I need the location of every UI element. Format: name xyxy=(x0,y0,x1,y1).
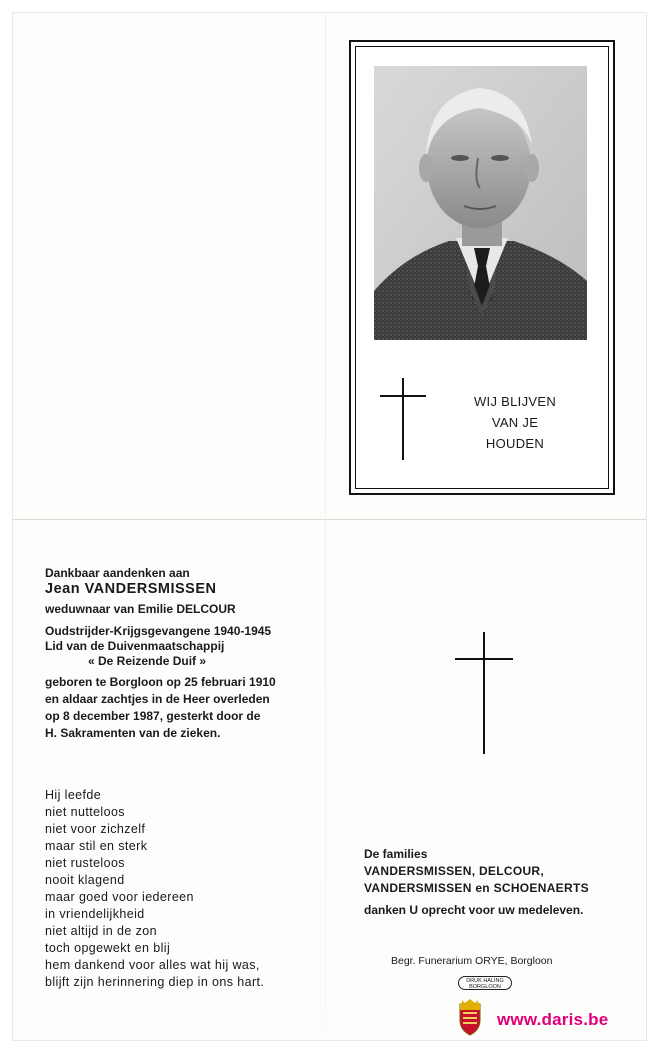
poem-line-6: nooit klagend xyxy=(45,873,125,887)
cross-icon xyxy=(455,632,513,754)
cover-verse-line-1: WIJ BLIJVEN xyxy=(473,394,557,409)
poem-line-12: blijft zijn herinnering diep in ons hart. xyxy=(45,975,265,989)
thanks-text: danken U oprecht voor uw medeleven. xyxy=(364,903,584,917)
poem-line-4: maar stil en sterk xyxy=(45,839,148,853)
detail-line-7: H. Sakramenten van de zieken. xyxy=(45,726,221,740)
cover-verse-line-2: VAN JE xyxy=(491,415,539,430)
printer-stamp-line-1: DRUK HALING xyxy=(466,978,504,984)
detail-line-1: Oudstrijder-Krijgsgevangene 1940-1945 xyxy=(45,624,272,638)
spouse-text: weduwnaar van Emilie DELCOUR xyxy=(45,602,236,616)
poem-line-10: toch opgewekt en blij xyxy=(45,941,171,955)
card-back-blank-panel xyxy=(12,12,326,521)
deceased-name: Jean VANDERSMISSEN xyxy=(45,581,217,597)
poem-line-7: maar goed voor iedereen xyxy=(45,890,194,904)
intro-text: Dankbaar aandenken aan xyxy=(45,566,190,580)
families-line-2: VANDERSMISSEN en SCHOENAERTS xyxy=(364,881,589,895)
cover-verse xyxy=(440,391,590,454)
printer-stamp xyxy=(458,976,512,990)
families-intro: De families xyxy=(364,847,428,861)
undertaker-text: Begr. Funerarium ORYE, Borgloon xyxy=(391,955,553,967)
detail-line-2: Lid van de Duivenmaatschappij xyxy=(45,639,225,653)
poem-line-9: niet altijd in de zon xyxy=(45,924,157,938)
detail-line-4: geboren te Borgloon op 25 februari 1910 xyxy=(45,675,276,689)
poem-line-8: in vriendelijkheid xyxy=(45,907,145,921)
poem-line-5: niet rusteloos xyxy=(45,856,125,870)
detail-line-3: « De Reizende Duif » xyxy=(88,654,207,668)
poem-line-11: hem dankend voor alles wat hij was, xyxy=(45,958,260,972)
poem-line-2: niet nutteloos xyxy=(45,805,125,819)
cover-verse-line-3: HOUDEN xyxy=(485,436,545,451)
detail-line-5: en aldaar zachtjes in de Heer overleden xyxy=(45,692,270,706)
poem-line-1: Hij leefde xyxy=(45,788,102,802)
portrait-photo xyxy=(374,66,587,340)
fold-line xyxy=(325,12,326,1039)
poem-line-3: niet voor zichzelf xyxy=(45,822,146,836)
crest-icon xyxy=(457,998,483,1036)
families-line-1: VANDERSMISSEN, DELCOUR, xyxy=(364,864,545,878)
detail-line-6: op 8 december 1987, gesterkt door de xyxy=(45,709,261,723)
printer-stamp-line-2: BORGLOON xyxy=(469,984,501,990)
cross-icon xyxy=(380,378,426,460)
watermark-link[interactable]: www.daris.be xyxy=(497,1010,609,1029)
